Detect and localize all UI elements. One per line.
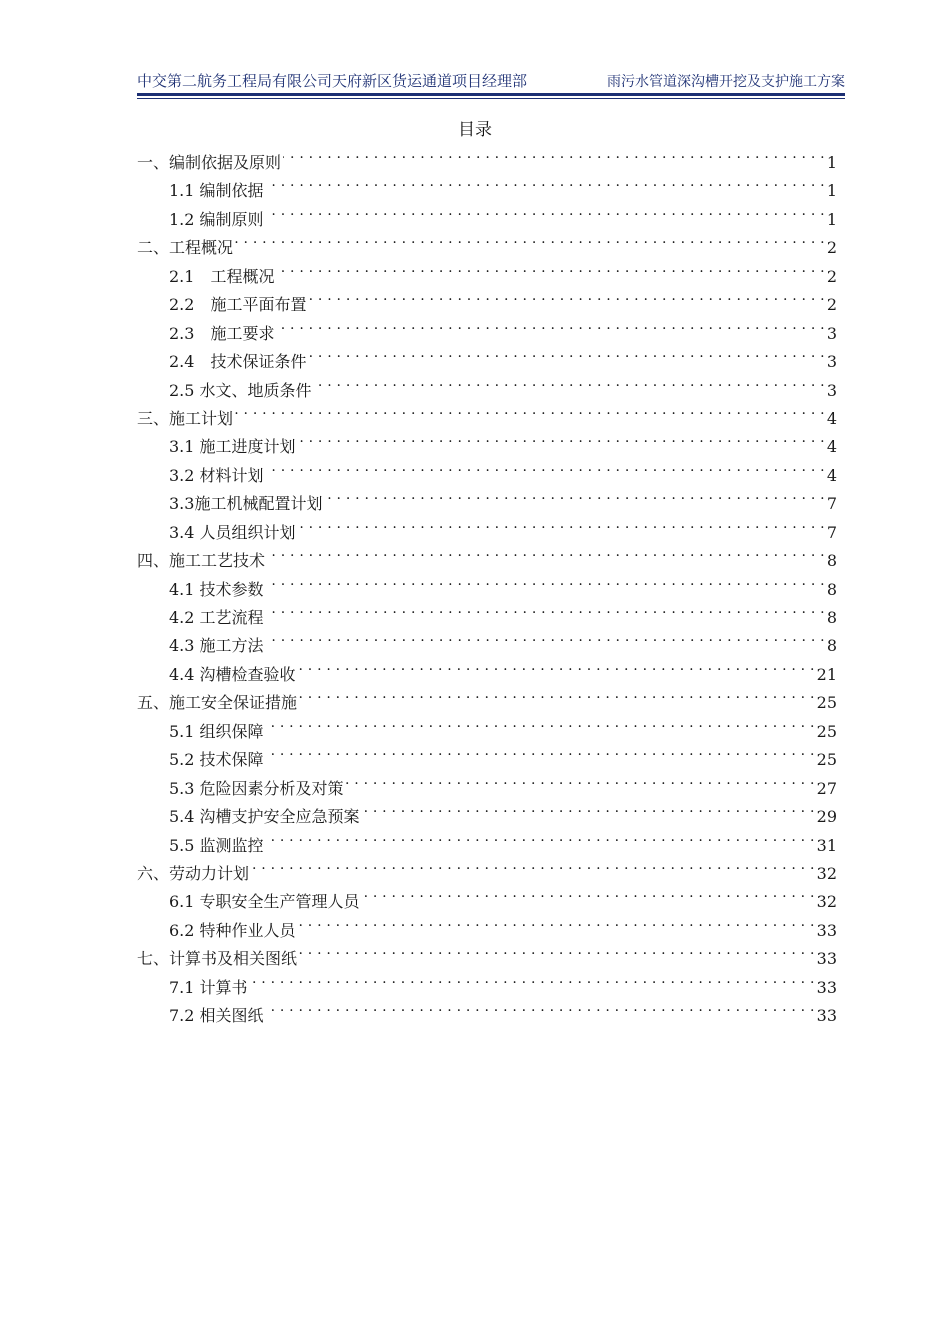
toc-entry-page: 33 bbox=[816, 949, 837, 969]
toc-entry-label: 五、施工安全保证措施 bbox=[137, 693, 298, 713]
toc-entry-label: 四、施工工艺技术 bbox=[137, 551, 266, 571]
toc-dot-leader bbox=[298, 652, 815, 680]
toc-entry-page: 32 bbox=[816, 863, 837, 883]
toc-entry-page: 21 bbox=[816, 664, 837, 684]
toc-entry[interactable] bbox=[137, 225, 837, 258]
toc-entry-page: 25 bbox=[816, 721, 837, 741]
toc-dot-leader bbox=[266, 823, 815, 851]
toc-entry-label: 5.2 技术保障 bbox=[169, 750, 264, 770]
toc-entry-page: 1 bbox=[826, 181, 837, 201]
toc-dot-leader bbox=[308, 339, 824, 367]
toc-dot-leader bbox=[235, 396, 825, 424]
toc-entry-page: 32 bbox=[816, 892, 837, 912]
toc-entry-label: 7.1 计算书 bbox=[169, 977, 248, 997]
header-rule-thick bbox=[137, 93, 845, 96]
toc-entry-label: 2.3 施工要求 bbox=[169, 323, 275, 343]
toc-dot-leader bbox=[266, 993, 815, 1021]
header-document-title: 雨污水管道深沟槽开挖及支护施工方案 bbox=[607, 74, 845, 90]
toc-entry-label: 4.4 沟槽检查验收 bbox=[169, 664, 296, 684]
toc-dot-leader bbox=[267, 538, 825, 566]
toc-entry-page: 8 bbox=[826, 551, 837, 571]
toc-dot-leader bbox=[251, 851, 815, 879]
toc-entry[interactable] bbox=[137, 396, 837, 428]
toc-entry-page: 33 bbox=[816, 920, 837, 940]
toc-entry-page: 1 bbox=[826, 153, 837, 172]
header-organization: 中交第二航务工程局有限公司天府新区货运通道项目经理部 bbox=[137, 72, 528, 90]
toc-entry-label: 2.1 工程概况 bbox=[169, 266, 275, 286]
toc-entry-label: 2.2 施工平面布置 bbox=[169, 295, 307, 315]
toc-entry-label: 3.2 材料计划 bbox=[169, 465, 264, 485]
toc-entry[interactable] bbox=[137, 424, 837, 457]
toc-entry-label: 7.2 相关图纸 bbox=[169, 1006, 264, 1026]
toc-entry[interactable] bbox=[137, 140, 837, 172]
toc-entry-label: 一、编制依据及原则 bbox=[137, 153, 282, 172]
toc-entry-page: 31 bbox=[816, 835, 837, 855]
toc-entry-page: 8 bbox=[826, 579, 837, 599]
toc-entry-page: 2 bbox=[826, 238, 837, 258]
toc-entry-page: 4 bbox=[826, 408, 837, 428]
toc-entry-page: 2 bbox=[826, 266, 837, 286]
header-rule-thin bbox=[137, 98, 845, 99]
toc-entry-page: 8 bbox=[826, 608, 837, 627]
toc-entry-page: 7 bbox=[826, 494, 837, 514]
toc-entry-label: 1.1 编制依据 bbox=[169, 181, 264, 201]
toc-entry-label: 5.1 组织保障 bbox=[169, 721, 264, 741]
toc-dot-leader bbox=[283, 140, 825, 168]
toc-entry-page: 1 bbox=[826, 209, 837, 229]
toc-entry-page: 4 bbox=[826, 437, 837, 457]
toc-entry-page: 8 bbox=[826, 636, 837, 656]
toc-dot-leader bbox=[266, 595, 825, 623]
toc-dot-leader bbox=[266, 168, 825, 196]
toc-dot-leader bbox=[314, 368, 825, 396]
toc-entry-label: 2.4 技术保证条件 bbox=[169, 352, 307, 372]
toc-entry-page: 7 bbox=[826, 522, 837, 542]
toc-dot-leader bbox=[266, 567, 825, 595]
toc-dot-leader bbox=[266, 737, 815, 765]
toc-entry-label: 七、计算书及相关图纸 bbox=[137, 949, 298, 969]
toc-entry-page: 33 bbox=[816, 1006, 837, 1026]
toc-dot-leader bbox=[362, 794, 815, 822]
toc-dot-leader bbox=[299, 936, 815, 964]
toc-dot-leader bbox=[362, 879, 815, 907]
toc-entry-label: 三、施工计划 bbox=[137, 408, 234, 428]
toc-dot-leader bbox=[299, 680, 815, 708]
toc-dot-leader bbox=[266, 709, 815, 737]
toc-dot-leader bbox=[298, 908, 815, 936]
toc-entry-page: 3 bbox=[826, 323, 837, 343]
toc-entry-label: 3.1 施工进度计划 bbox=[169, 437, 296, 457]
table-of-contents bbox=[137, 140, 837, 1026]
toc-dot-leader bbox=[276, 254, 824, 282]
page-header bbox=[137, 70, 845, 90]
toc-dot-leader bbox=[266, 453, 825, 481]
toc-entry[interactable] bbox=[137, 254, 837, 286]
toc-entry-page: 3 bbox=[826, 380, 837, 400]
toc-dot-leader bbox=[308, 282, 824, 310]
toc-entry-page: 27 bbox=[816, 778, 837, 798]
toc-entry-label: 6.2 特种作业人员 bbox=[169, 920, 296, 940]
toc-dot-leader bbox=[298, 510, 825, 538]
toc-entry-label: 2.5 水文、地质条件 bbox=[169, 380, 312, 400]
toc-entry-label: 5.3 危险因素分析及对策 bbox=[169, 778, 344, 798]
toc-entry-label: 二、工程概况 bbox=[137, 238, 234, 258]
toc-entry-label: 5.5 监测监控 bbox=[169, 835, 264, 855]
toc-entry-page: 4 bbox=[826, 465, 837, 485]
toc-dot-leader bbox=[266, 623, 825, 651]
toc-dot-leader bbox=[250, 965, 815, 993]
toc-entry-label: 4.1 技术参数 bbox=[169, 579, 264, 599]
toc-entry-page: 25 bbox=[816, 750, 837, 770]
toc-entry-page: 3 bbox=[826, 352, 837, 372]
toc-entry-page: 33 bbox=[816, 977, 837, 997]
toc-entry-label: 3.4 人员组织计划 bbox=[169, 522, 296, 542]
toc-dot-leader bbox=[276, 311, 824, 339]
toc-entry-page: 29 bbox=[816, 807, 837, 827]
toc-entry-label: 5.4 沟槽支护安全应急预案 bbox=[169, 807, 360, 827]
toc-dot-leader bbox=[235, 225, 825, 253]
toc-entry-label: 4.3 施工方法 bbox=[169, 636, 264, 656]
toc-dot-leader bbox=[298, 424, 825, 452]
toc-entry-label: 3.3施工机械配置计划 bbox=[169, 494, 323, 514]
toc-title: 目录 bbox=[458, 120, 492, 140]
toc-entry-label: 1.2 编制原则 bbox=[169, 209, 264, 229]
toc-entry-page: 25 bbox=[816, 693, 837, 713]
toc-dot-leader bbox=[346, 766, 815, 794]
toc-entry-label: 6.1 专职安全生产管理人员 bbox=[169, 892, 360, 912]
toc-dot-leader bbox=[324, 481, 824, 509]
toc-entry-label: 4.2 工艺流程 bbox=[169, 608, 264, 627]
toc-entry-page: 2 bbox=[826, 295, 837, 315]
toc-entry-label: 六、劳动力计划 bbox=[137, 863, 250, 883]
toc-dot-leader bbox=[266, 197, 825, 225]
